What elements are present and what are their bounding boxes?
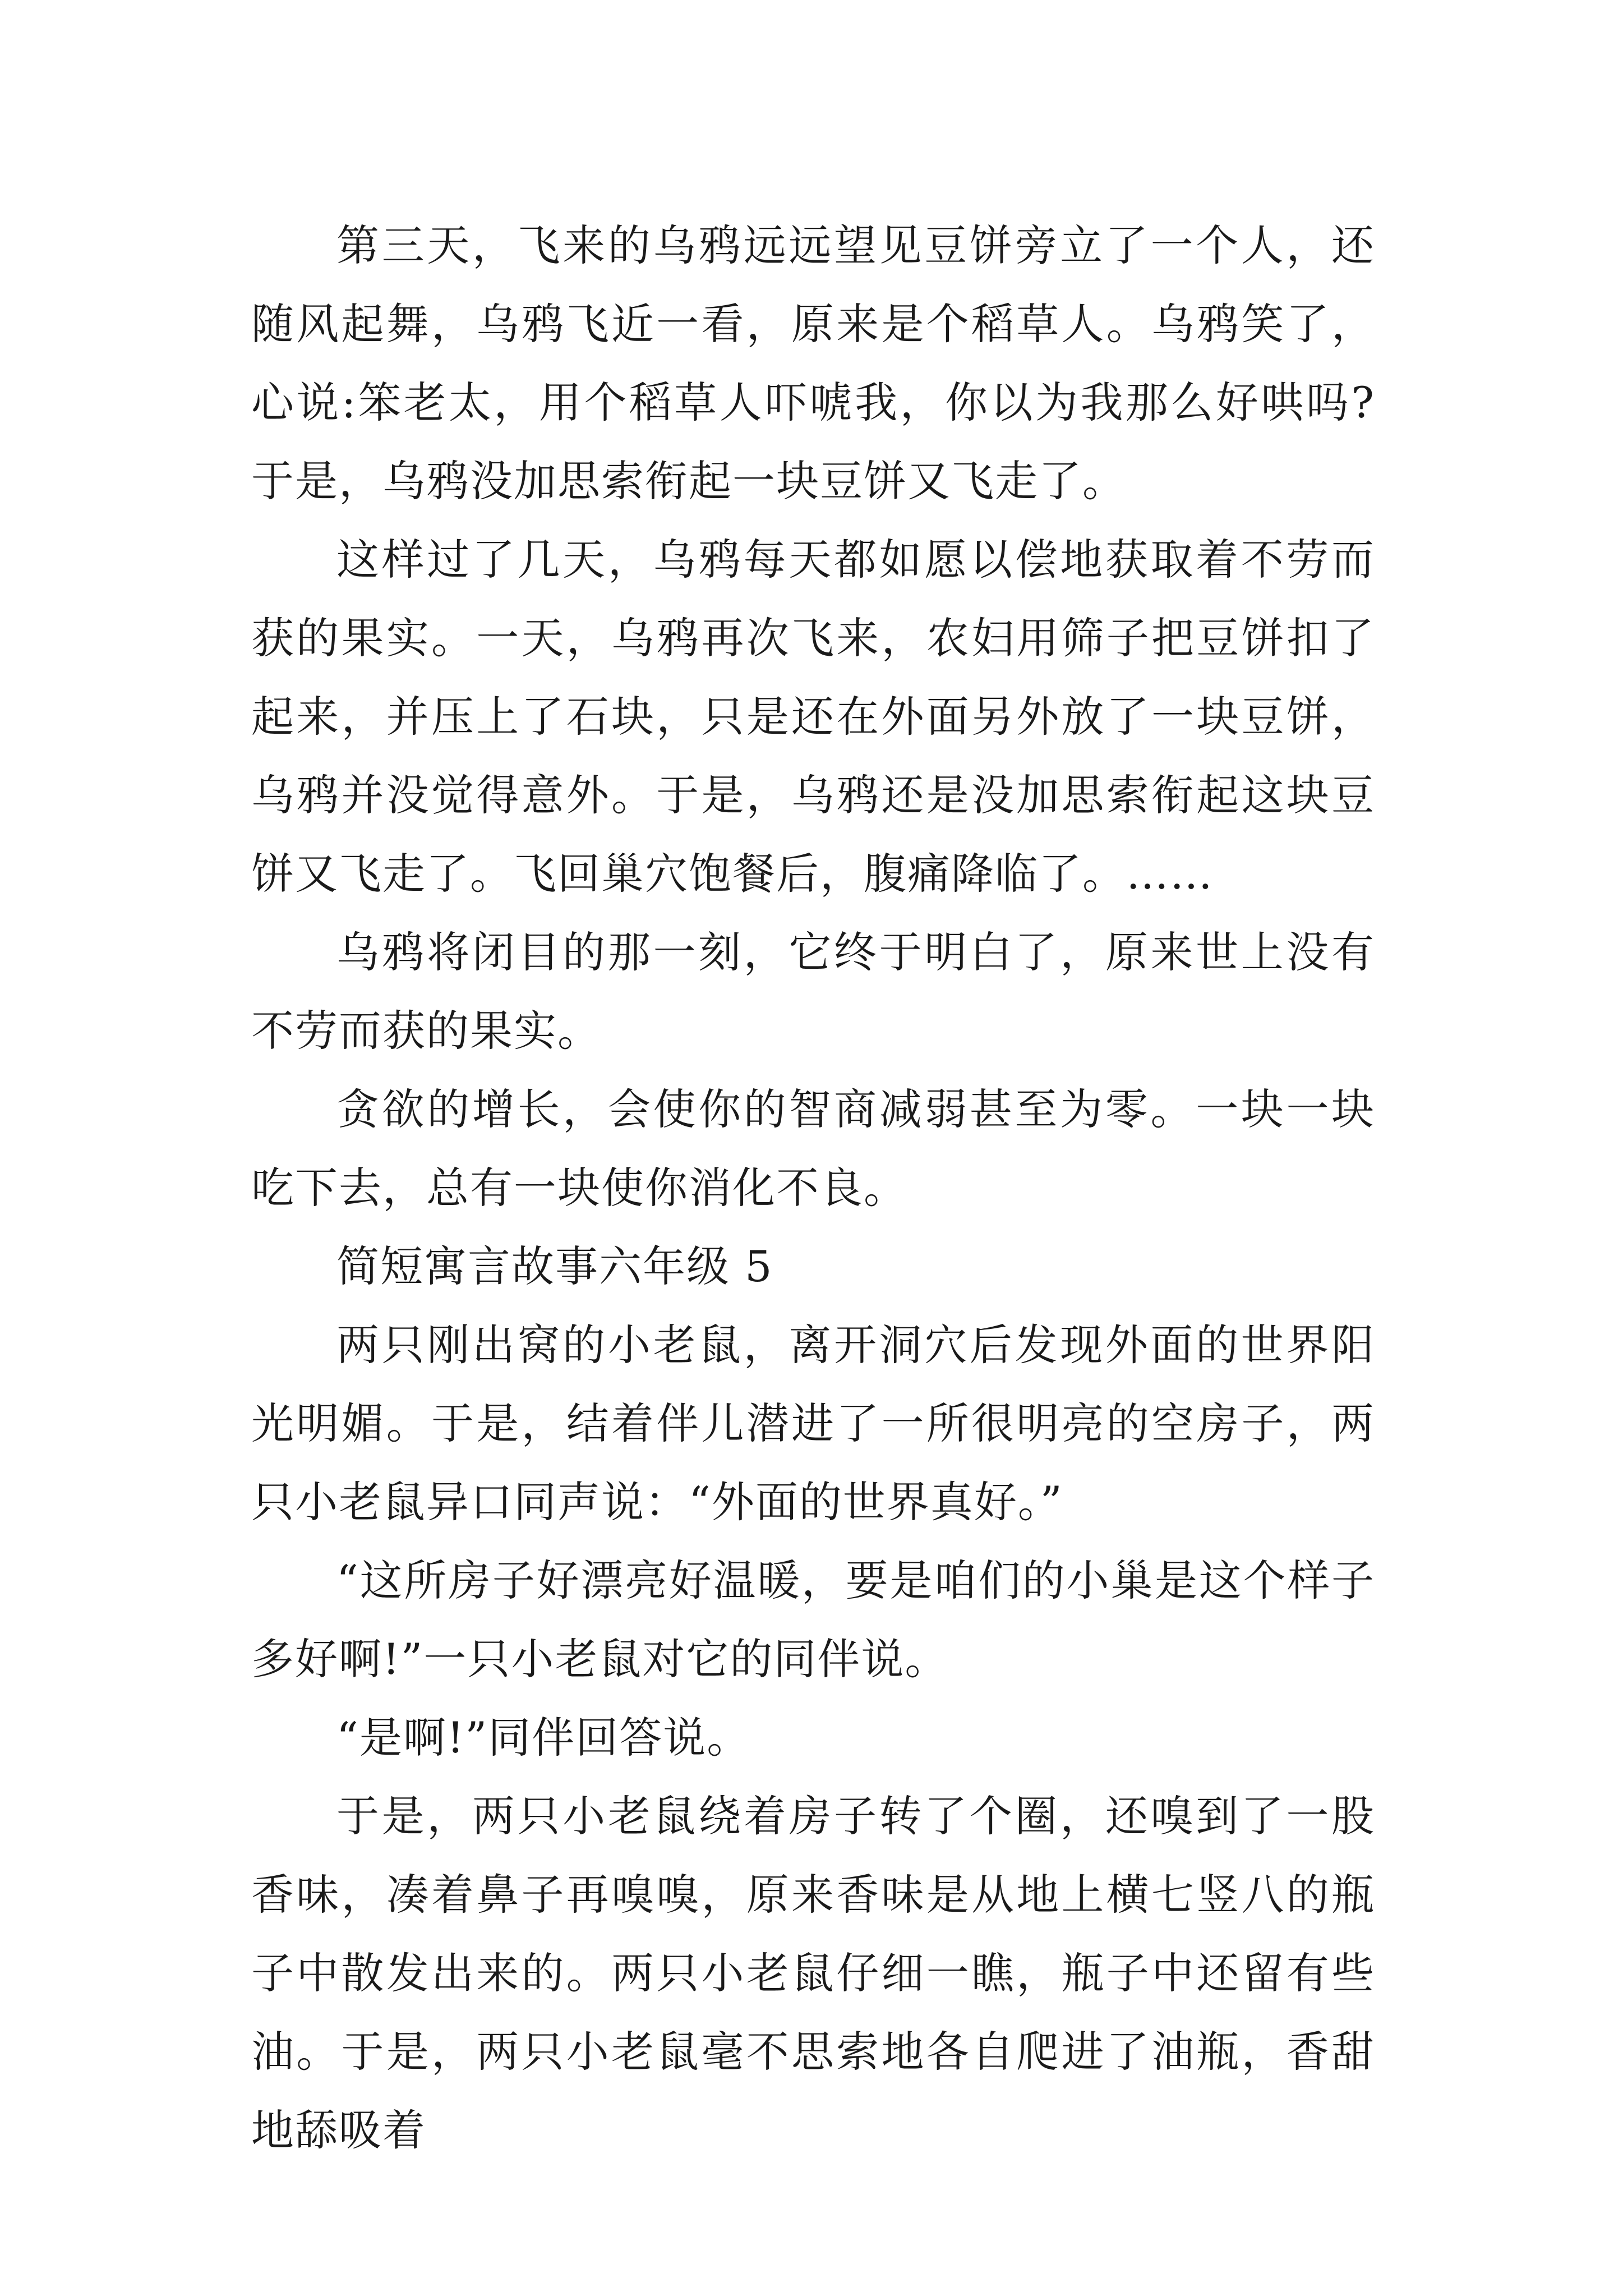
paragraph-mice-oil-bottles: 于是，两只小老鼠绕着房子转了个圈，还嗅到了一股香味，凑着鼻子再嗅嗅，原来香味是从地上横七竖八的瓶子中散发出来的。两只小老鼠仔细一瞧，瓶子中还留有些油。于是，两只小老鼠毫不思索地各自爬进了油瓶，香甜地舔吸着 [251, 1791, 1375, 2155]
paragraph-crow-realization: 乌鸦将闭目的那一刻，它终于明白了，原来世上没有不劳而获的果实。 [251, 927, 1375, 1056]
paragraph-mice-dialogue-1: “这所房子好漂亮好温暖，要是咱们的小巢是这个样子多好啊!”一只小老鼠对它的同伴说。 [251, 1556, 1375, 1684]
paragraph-crow-third-day: 第三天，飞来的乌鸦远远望见豆饼旁立了一个人，还随风起舞，乌鸦飞近一看，原来是个稻草人。乌鸦笑了，心说:笨老太，用个稻草人吓唬我，你以为我那么好哄吗?于是，乌鸦没加思索衔起一块豆饼又飞走了。 [251, 220, 1375, 506]
paragraph-mice-dialogue-2: “是啊!”同伴回答说。 [336, 1713, 751, 1763]
section-heading: 简短寓言故事六年级 5 [336, 1241, 773, 1291]
document-body [251, 206, 1375, 2170]
paragraph-moral-greed: 贪欲的增长，会使你的智商减弱甚至为零。一块一块吃下去，总有一块使你消化不良。 [251, 1084, 1375, 1213]
paragraph-crow-several-days: 这样过了几天，乌鸦每天都如愿以偿地获取着不劳而获的果实。一天，乌鸦再次飞来，农妇用筛子把豆饼扣了起来，并压上了石块，只是还在外面另外放了一块豆饼，乌鸦并没觉得意外。于是，乌鸦还是没加思索衔起这块豆饼又飞走了。飞回巢穴饱餐后，腹痛降临了。…… [251, 535, 1375, 899]
paragraph-mice-intro: 两只刚出窝的小老鼠，离开洞穴后发现外面的世界阳光明媚。于是，结着伴儿潜进了一所很明亮的空房子，两只小老鼠异口同声说：“外面的世界真好。” [251, 1320, 1375, 1527]
